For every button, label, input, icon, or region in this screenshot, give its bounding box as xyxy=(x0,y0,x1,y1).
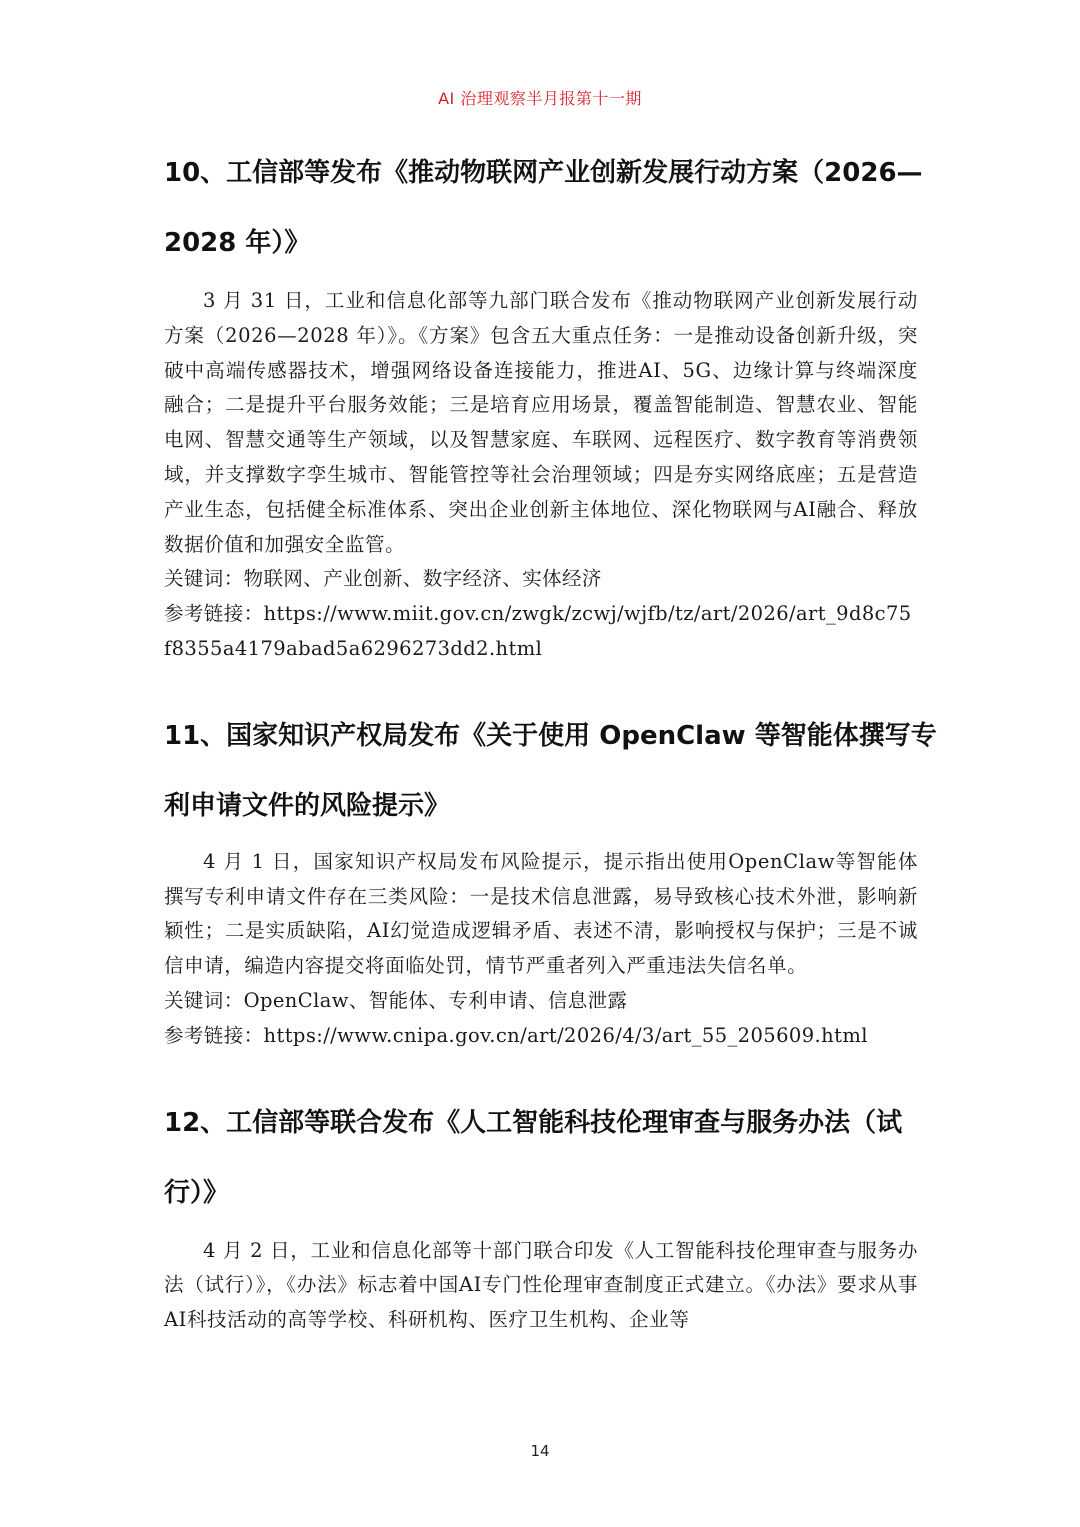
section-title xyxy=(164,1088,918,1228)
keywords-line: 关键词：物联网、产业创新、数字经济、实体经济 xyxy=(164,567,602,591)
section-title-line: 2028 年）》 xyxy=(164,228,311,258)
section-title xyxy=(164,138,923,278)
section-title xyxy=(164,701,937,841)
section-body: 3 月 31 日，工业和信息化部等九部门联合发布《推动物联网产业创新发展行动方案（2026—2028 年）》。《方案》包含五大重点任务：一是推动设备创新升级，突破中高端传感器技术，增强网络设备连接能力，推进AI、5G、边缘计算与终端深度融合；二是提升平台服务效能；三是培育应用场景，覆盖智能制造、智慧农业、智能电网、智慧交通等生产领域，以及智慧家庭、车联网、远程医疗、数字教育等消费领域，并支撑数字孪生城市、智能管控等社会治理领域；四是夯实网络底座；五是营造产业生态，包括健全标准体系、突出企业创新主体地位、深化物联网与AI融合、释放数据价值和加强安全监管。 xyxy=(164,289,918,556)
reference-link[interactable]: 参考链接：https://www.cnipa.gov.cn/art/2026/4/3/art_55_205609.html xyxy=(164,1023,868,1047)
page-content xyxy=(164,138,937,1338)
section-body: 4 月 1 日，国家知识产权局发布风险提示，提示指出使用OpenClaw等智能体撰写专利申请文件存在三类风险：一是技术信息泄露，易导致核心技术外泄，影响新颖性；二是实质缺陷，AI幻觉造成逻辑矛盾、表述不清，影响授权与保护；三是不诚信申请，编造内容提交将面临处罚，情节严重者列入严重违法失信名单。 xyxy=(164,849,918,978)
section-title-line: 12、工信部等联合发布《人工智能科技伦理审查与服务办法（试 xyxy=(164,1107,903,1138)
section-title-line: 10、工信部等发布《推动物联网产业创新发展行动方案（2026— xyxy=(164,158,923,188)
news-item-12 xyxy=(164,1088,918,1338)
page-number: 14 xyxy=(530,1442,550,1460)
reference-link[interactable]: 参考链接：https://www.miit.gov.cn/zwgk/zcwj/wjfb/tz/art/2026/art_9d8c75f8355a4179abad5a6296273dd2.html xyxy=(164,602,912,660)
report-header: AI 治理观察半月报第十一期 xyxy=(438,89,642,108)
news-item-11 xyxy=(164,701,937,1054)
news-item-10 xyxy=(164,138,923,667)
section-title-line: 11、国家知识产权局发布《关于使用 OpenClaw 等智能体撰写专 xyxy=(164,720,937,751)
section-title-line: 利申请文件的风险提示》 xyxy=(164,790,451,821)
section-body: 4 月 2 日，工业和信息化部等十部门联合印发《人工智能科技伦理审查与服务办法（试行）》，《办法》标志着中国AI专门性伦理审查制度正式建立。《办法》要求从事AI科技活动的高等学校、科研机构、医疗卫生机构、企业等 xyxy=(164,1238,918,1332)
section-title-line: 行）》 xyxy=(164,1177,230,1208)
keywords-line: 关键词：OpenClaw、智能体、专利申请、信息泄露 xyxy=(164,988,628,1012)
